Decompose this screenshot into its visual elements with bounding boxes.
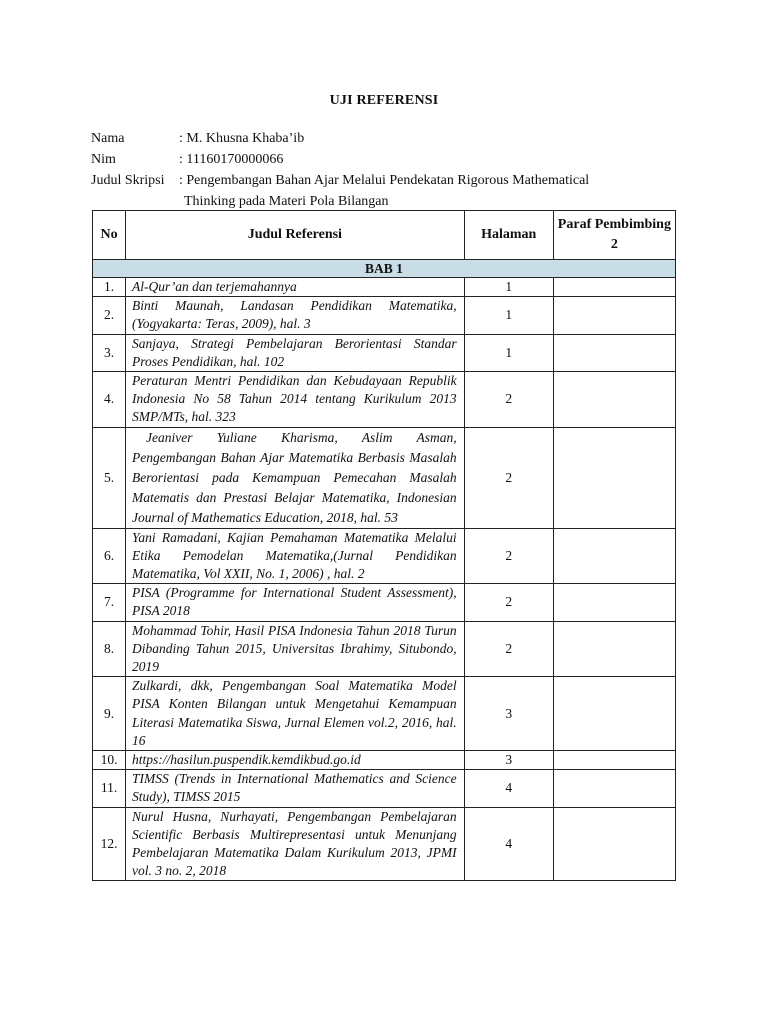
row-halaman: 2 bbox=[464, 427, 553, 528]
table-row bbox=[93, 770, 676, 807]
section-label: BAB 1 bbox=[93, 260, 676, 278]
table-row bbox=[93, 528, 676, 584]
table-row bbox=[93, 677, 676, 751]
row-halaman: 4 bbox=[464, 770, 553, 807]
row-number: 10. bbox=[93, 751, 126, 770]
table-row bbox=[93, 297, 676, 334]
row-reference: Mohammad Tohir, Hasil PISA Indonesia Tahun 2018 Turun Dibanding Tahun 2015, Universitas Ibrahimy, Situbondo, 2019 bbox=[126, 621, 465, 677]
row-paraf bbox=[553, 427, 675, 528]
student-info bbox=[91, 128, 639, 212]
table-row bbox=[93, 372, 676, 428]
row-halaman: 2 bbox=[464, 621, 553, 677]
row-halaman: 1 bbox=[464, 297, 553, 334]
row-halaman: 2 bbox=[464, 372, 553, 428]
judul-value-line2: Thinking pada Materi Pola Bilangan bbox=[184, 194, 389, 209]
row-paraf bbox=[553, 751, 675, 770]
judul-label: Judul Skripsi bbox=[91, 173, 165, 188]
document-title: UJI REFERENSI bbox=[329, 93, 439, 108]
row-paraf bbox=[553, 584, 675, 621]
row-halaman: 3 bbox=[464, 677, 553, 751]
row-halaman: 2 bbox=[464, 584, 553, 621]
nama-value: : M. Khusna Khaba’ib bbox=[179, 131, 305, 146]
nim-label: Nim bbox=[91, 152, 116, 167]
row-number: 12. bbox=[93, 807, 126, 881]
row-reference: Al-Qur’an dan terjemahannya bbox=[126, 278, 465, 297]
row-paraf bbox=[553, 528, 675, 584]
row-number: 3. bbox=[93, 334, 126, 371]
row-halaman: 1 bbox=[464, 334, 553, 371]
row-number: 8. bbox=[93, 621, 126, 677]
row-reference: Zulkardi, dkk, Pengembangan Soal Matematika Model PISA Konten Bilangan untuk Mengetahui Kemampuan Literasi Matematika Siswa, Jurnal Elemen vol.2, 2016, hal. 16 bbox=[126, 677, 465, 751]
header-no: No bbox=[93, 211, 126, 260]
row-paraf bbox=[553, 334, 675, 371]
row-number: 5. bbox=[93, 427, 126, 528]
table-row bbox=[93, 427, 676, 528]
row-paraf bbox=[553, 621, 675, 677]
header-halaman: Halaman bbox=[464, 211, 553, 260]
table-row bbox=[93, 621, 676, 677]
table-row bbox=[93, 584, 676, 621]
header-paraf: Paraf Pembimbing 2 bbox=[553, 211, 675, 260]
nama-label: Nama bbox=[91, 131, 125, 146]
nim-row bbox=[91, 149, 639, 170]
row-number: 4. bbox=[93, 372, 126, 428]
row-halaman: 2 bbox=[464, 528, 553, 584]
row-reference: PISA (Programme for International Student Assessment), PISA 2018 bbox=[126, 584, 465, 621]
row-number: 1. bbox=[93, 278, 126, 297]
judul-value: : Pengembangan Bahan Ajar Melalui Pendekatan Rigorous Mathematical bbox=[179, 173, 590, 188]
header-judul: Judul Referensi bbox=[126, 211, 465, 260]
table-row bbox=[93, 751, 676, 770]
table-row bbox=[93, 807, 676, 881]
row-paraf bbox=[553, 770, 675, 807]
table-row bbox=[93, 278, 676, 297]
row-reference: https://hasilun.puspendik.kemdikbud.go.id bbox=[126, 751, 465, 770]
row-reference: Yani Ramadani, Kajian Pemahaman Matematika Melalui Etika Pemodelan Matematika,(Jurnal Pendidikan Matematika, Vol XXII, No. 1, 2006) , hal. 2 bbox=[126, 528, 465, 584]
row-halaman: 3 bbox=[464, 751, 553, 770]
row-paraf bbox=[553, 372, 675, 428]
section-row bbox=[93, 260, 676, 278]
row-paraf bbox=[553, 297, 675, 334]
row-number: 2. bbox=[93, 297, 126, 334]
table-row bbox=[93, 334, 676, 371]
row-number: 11. bbox=[93, 770, 126, 807]
reference-table bbox=[92, 210, 676, 881]
row-paraf bbox=[553, 807, 675, 881]
row-reference: Peraturan Mentri Pendidikan dan Kebudayaan Republik Indonesia No 58 Tahun 2014 tentang Kurikulum 2013 SMP/MTs, hal. 323 bbox=[126, 372, 465, 428]
row-paraf bbox=[553, 677, 675, 751]
row-halaman: 1 bbox=[464, 278, 553, 297]
judul-row bbox=[91, 170, 639, 191]
nama-row bbox=[91, 128, 639, 149]
nim-value: : 11160170000066 bbox=[179, 152, 284, 167]
row-number: 9. bbox=[93, 677, 126, 751]
judul-row-2 bbox=[91, 191, 639, 212]
row-halaman: 4 bbox=[464, 807, 553, 881]
row-reference: Sanjaya, Strategi Pembelajaran Berorientasi Standar Proses Pendidikan, hal. 102 bbox=[126, 334, 465, 371]
table-header-row bbox=[93, 211, 676, 260]
row-number: 7. bbox=[93, 584, 126, 621]
row-reference: Jeaniver Yuliane Kharisma, Aslim Asman, Pengembangan Bahan Ajar Matematika Berbasis Masalah Berorientasi pada Kemampuan Pemecahan Masalah Matematis dan Prestasi Belajar Matematika, Indonesian Journal of Mathematics Education, 2018, hal. 53 bbox=[126, 427, 465, 528]
row-number: 6. bbox=[93, 528, 126, 584]
row-reference: TIMSS (Trends in International Mathematics and Science Study), TIMSS 2015 bbox=[126, 770, 465, 807]
row-paraf bbox=[553, 278, 675, 297]
row-reference: Binti Maunah, Landasan Pendidikan Matematika, (Yogyakarta: Teras, 2009), hal. 3 bbox=[126, 297, 465, 334]
row-reference: Nurul Husna, Nurhayati, Pengembangan Pembelajaran Scientific Berbasis Multirepresentasi untuk Menunjang Pembelajaran Matematika Dalam Kurikulum 2013, JPMI vol. 3 no. 2, 2018 bbox=[126, 807, 465, 881]
